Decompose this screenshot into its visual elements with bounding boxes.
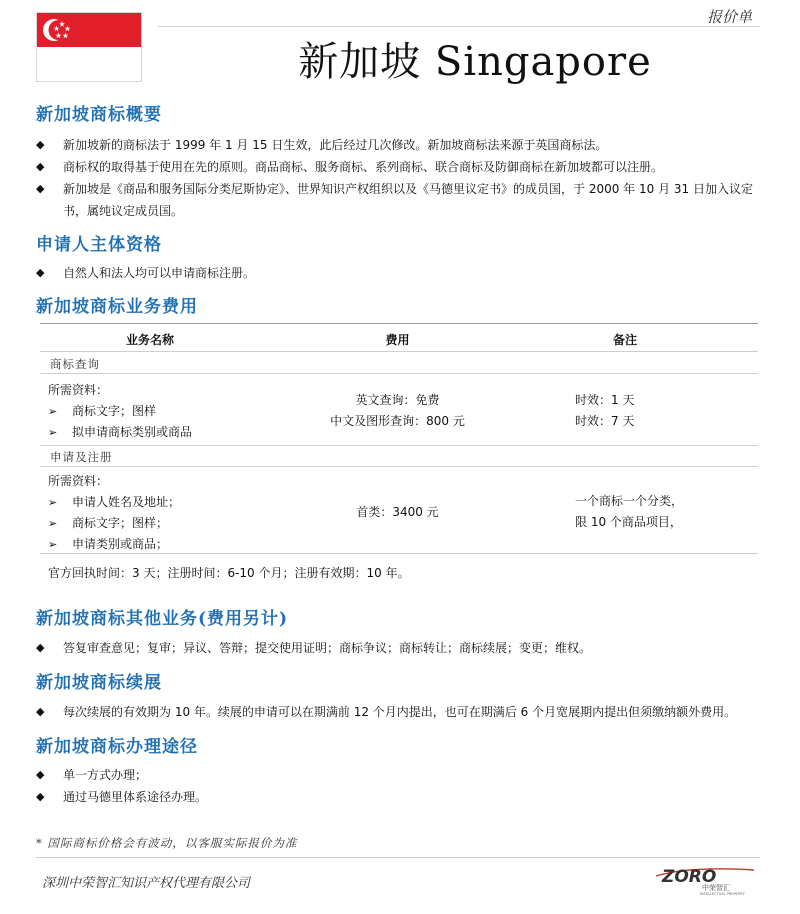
section-title-overview: 新加坡商标概要 [36,105,162,125]
timeline-text: 官方回执时间：3 天；注册时间：6-10 个月；注册有效期：10 年。 [48,566,410,580]
list-item: ◆ 每次续展的有效期为 10 年。续展的申请可以在期满前 12 个月内提出，也可在期满后 6 个月宽展期内提出但须缴纳额外费用。 [36,701,760,723]
doc-type-label: 报价单 [706,8,752,26]
search-docs: 所需资料： ➢ 商标文字；图样 ➢ 拟申请商标类别或商品 [48,380,192,443]
arrow-bullet-icon: ➢ [48,538,58,551]
svg-text:INTELLECTUAL PROPERTY: INTELLECTUAL PROPERTY [700,892,745,896]
singapore-flag [36,12,142,82]
diamond-bullet-icon: ◆ [36,790,45,803]
diamond-bullet-icon: ◆ [36,768,45,781]
svg-text:中荣智汇: 中荣智汇 [702,884,730,892]
section-title-renewal: 新加坡商标续展 [36,673,162,693]
section-title-eligibility: 申请人主体资格 [36,235,162,255]
diamond-bullet-icon: ◆ [36,641,45,654]
section-title-fees: 新加坡商标业务费用 [36,297,198,317]
col-header-remark: 备注 [612,333,637,347]
svg-text:ZORO: ZORO [662,867,717,887]
page-title: 新加坡 Singapore [298,39,652,85]
arrow-bullet-icon: ➢ [48,496,58,509]
arrow-bullet-icon: ➢ [48,426,58,439]
search-fee: 英文查询：免费 中文及图形查询：800 元 [330,393,465,428]
col-header-service: 业务名称 [125,333,174,347]
col-header-fee: 费用 [385,333,410,347]
list-item: ◆ 新加坡是《商品和服务国际分类尼斯协定》、世界知识产权组织以及《马德里议定书》的成员国，于 2000 年 10 月 31 日加入议定书，属纯议定成员国。 [36,178,760,222]
section-title-channels: 新加坡商标办理途径 [36,737,198,757]
diamond-bullet-icon: ◆ [36,138,45,151]
footer-rule [36,857,760,858]
arrow-bullet-icon: ➢ [48,517,58,530]
zoro-logo [650,862,760,896]
diamond-bullet-icon: ◆ [36,182,45,195]
arrow-bullet-icon: ➢ [48,405,58,418]
search-remark: 时效：1 天 时效：7 天 [575,393,635,428]
list-item: ◆ 单一方式办理； [36,764,760,786]
list-item: ◆ 自然人和法人均可以申请商标注册。 [36,262,760,284]
header-rule [158,26,760,27]
registration-remark: 一个商标一个分类， 限 10 个商品项目， [575,494,684,529]
registration-docs: 所需资料： ➢ 申请人姓名及地址； ➢ 商标文字；图样； ➢ 申请类别或商品； [48,471,180,555]
diamond-bullet-icon: ◆ [36,160,45,173]
registration-fee: 首类：3400 元 [356,505,439,519]
list-item: ◆ 商标权的取得基于使用在先的原则。商品商标、服务商标、系列商标、联合商标及防御商标在新加坡都可以注册。 [36,156,760,178]
section-title-other: 新加坡商标其他业务(费用另计) [36,609,289,629]
company-name: 深圳中荣智汇知识产权代理有限公司 [42,876,251,891]
diamond-bullet-icon: ◆ [36,705,45,718]
list-item: ◆ 通过马德里体系途径办理。 [36,786,760,808]
list-item: ◆ 答复审查意见；复审；异议、答辩；提交使用证明；商标争议；商标转让；商标续展；变更；维权。 [36,637,760,659]
diamond-bullet-icon: ◆ [36,266,45,279]
crescent-stars-icon [37,13,141,47]
list-item: ◆ 新加坡新的商标法于 1999 年 1 月 15 日生效，此后经过几次修改。新加坡商标法来源于英国商标法。 [36,134,760,156]
row-label-registration: 申请及注册 [50,450,113,464]
price-note: * 国际商标价格会有波动，以客服实际报价为准 [36,836,298,850]
row-label-search: 商标查询 [50,357,100,371]
